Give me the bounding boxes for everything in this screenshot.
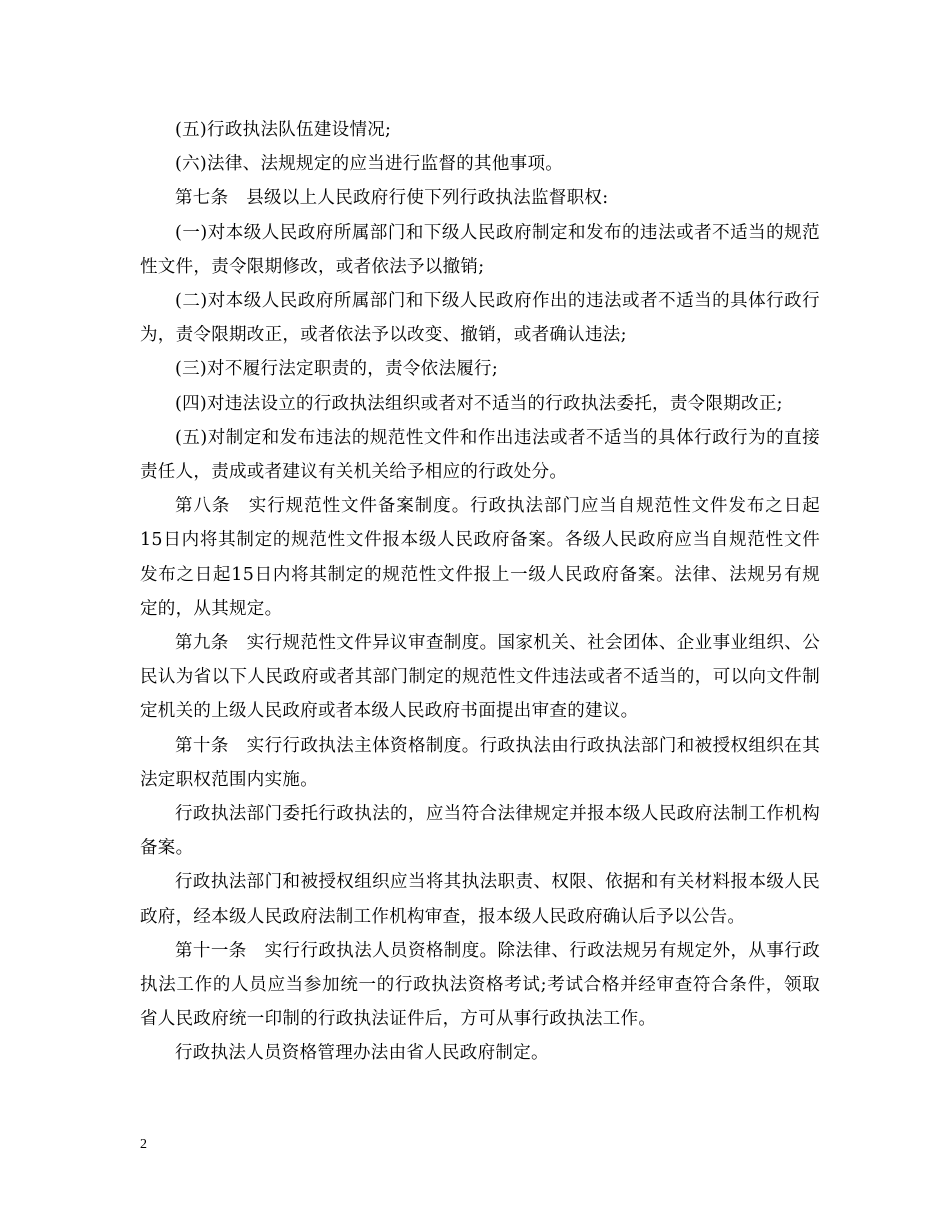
paragraph: 行政执法部门和被授权组织应当将其执法职责、权限、依据和有关材料报本级人民政府，经本级人民政府法制工作机构审查，报本级人民政府确认后予以公告。 — [140, 872, 820, 927]
article-7-heading: 第七条 县级以上人民政府行使下列行政执法监督职权: — [175, 188, 609, 209]
paragraph: (三)对不履行法定职责的，责令依法履行; — [175, 359, 499, 380]
paragraph: 行政执法人员资格管理办法由省人民政府制定。 — [175, 1043, 549, 1064]
paragraph: (一)对本级人民政府所属部门和下级人民政府制定和发布的违法或者不适当的规范性文件，责令限期修改，或者依法予以撤销; — [140, 222, 820, 277]
page-number: 2 — [140, 1137, 147, 1152]
article-8: 第八条 实行规范性文件备案制度。行政执法部门应当自规范性文件发布之日起15日内将其制定的规范性文件报本级人民政府备案。各级人民政府应当自规范性文件发布之日起15日内将其制定的规范性文件报上一级人民政府备案。法律、法规另有规定的，从其规定。 — [140, 496, 820, 619]
paragraph: (四)对违法设立的行政执法组织或者对不适当的行政执法委托，责令限期改正; — [175, 393, 783, 414]
paragraph: (五)行政执法队伍建设情况; — [175, 120, 392, 140]
paragraph: (六)法律、法规规定的应当进行监督的其他事项。 — [175, 154, 564, 175]
article-11: 第十一条 实行行政执法人员资格制度。除法律、行政法规另有规定外，从事行政执法工作的人员应当参加统一的行政执法资格考试;考试合格并经审查符合条件，领取省人民政府统一印制的行政执法证件后，方可从事行政执法工作。 — [140, 940, 820, 1030]
paragraph: (五)对制定和发布违法的规范性文件和作出违法或者不适当的具体行政行为的直接责任人，责成或者建议有关机关给予相应的行政处分。 — [140, 427, 820, 483]
article-10: 第十条 实行行政执法主体资格制度。行政执法由行政执法部门和被授权组织在其法定职权范围内实施。 — [140, 735, 820, 790]
article-9: 第九条 实行规范性文件异议审查制度。国家机关、社会团体、企业事业组织、公民认为省以下人民政府或者其部门制定的规范性文件违法或者不适当的，可以向文件制定机关的上级人民政府或者本级人民政府书面提出审查的建议。 — [140, 633, 820, 722]
paragraph: (二)对本级人民政府所属部门和下级人民政府作出的违法或者不适当的具体行政行为，责令限期改正，或者依法予以改变、撤销，或者确认违法; — [140, 291, 820, 346]
paragraph: 行政执法部门委托行政执法的，应当符合法律规定并报本级人民政府法制工作机构备案。 — [140, 804, 820, 859]
document-body — [140, 113, 820, 1071]
